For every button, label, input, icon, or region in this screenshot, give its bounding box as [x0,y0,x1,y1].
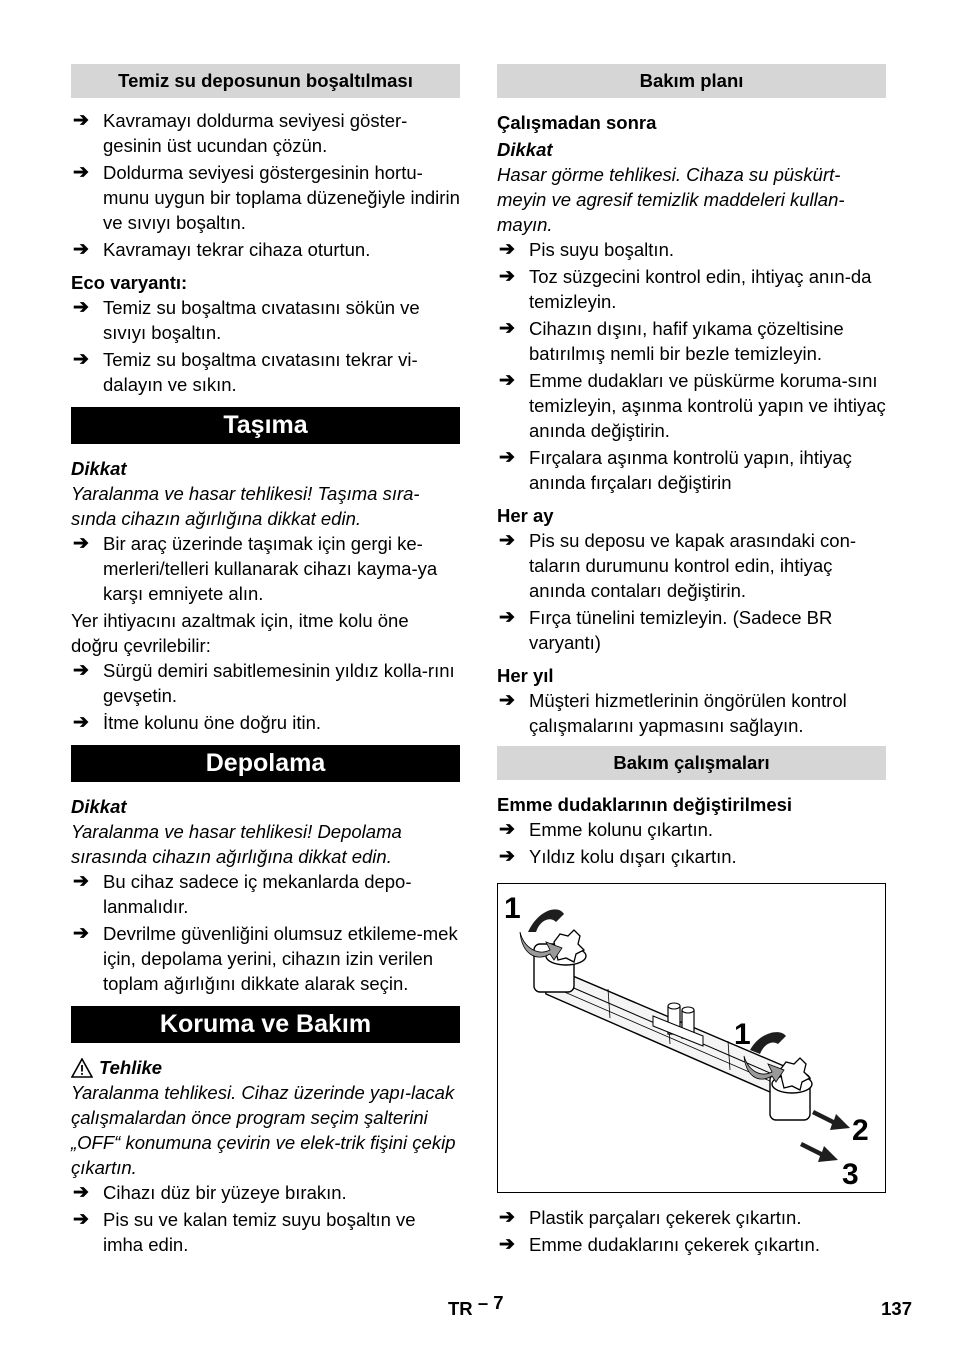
arrow-right-icon: ➔ [499,239,515,260]
arrow-right-icon: ➔ [73,660,89,681]
left-column [71,64,460,1259]
arrow-right-icon: ➔ [73,349,89,370]
arrow-right-icon: ➔ [499,266,515,287]
arrow-right-icon: ➔ [499,318,515,339]
care-steps-list [71,1180,460,1257]
arrow-right-icon: ➔ [73,1182,89,1203]
eco-variant-label: Eco varyantı: [71,272,188,293]
danger-text: Yaralanma tehlikesi. Cihaz üzerinde yapı-lacak çalışmalardan önce program seçim şalterini „OFF“ konumuna çevirin ve elek-trik fişini çekip çıkartın. [71,1082,456,1178]
list-item: ➔ Kavramayı tekrar cihaza oturtun. [73,239,371,260]
list-item: ➔ İtme kolunu öne doğru itin. [73,712,322,733]
list-item: ➔ Toz süzgecini kontrol edin, ihtiyaç anın-da temizleyin. [499,266,872,312]
list-item: ➔ Pis su ve kalan temiz suyu boşaltın ve imha edin. [73,1209,416,1255]
section-title-maintenance-works: Bakım çalışmaları [497,746,886,780]
monthly-list [497,528,886,655]
list-item: ➔ Emme dudakları ve püskürme koruma-sını temizleyin, aşınma kontrolü yapın ve ihtiyaç anında değiştirin. [499,370,886,441]
list-item: ➔ Emme kolunu çıkartın. [499,819,714,840]
list-item: ➔ Fırçalara aşınma kontrolü yapın, ihtiyaç anında fırçaları değiştirin [499,447,852,493]
arrow-right-icon: ➔ [73,871,89,892]
yearly-list [497,688,886,738]
list-item: ➔ Cihazın dışını, hafif yıkama çözeltisine batırılmış nemli bir bezle temizleyin. [499,318,844,364]
danger-label: Tehlike [99,1057,163,1078]
suction-bar-drawing [498,884,885,1192]
list-item: ➔ Devrilme güvenliğini olumsuz etkileme-mek için, depolama yerini, cihazın izin verilen toplam ağırlığını dikkate alarak seçin. [73,923,458,994]
right-column [497,64,886,1259]
caution-text: Yaralanma ve hasar tehlikesi! Taşıma sıra-sında cihazın ağırlığına dikkat edin. [71,483,420,529]
list-item: ➔ Temiz su boşaltma cıvatasını sökün ve sıvıyı boşaltın. [73,297,420,343]
list-item: ➔ Yıldız kolu dışarı çıkartın. [499,846,737,867]
yearly-label: Her yıl [497,665,554,686]
list-item: ➔ Bir araç üzerinde taşımak için gergi ke-merleri/telleri kullanarak cihazı kayma-ya karşı emniyete alın. [73,533,438,604]
list-item: ➔ Plastik parçaları çekerek çıkartın. [499,1207,802,1228]
list-item: ➔ Kavramayı doldurma seviyesi göster-gesinin üst ucundan çözün. [73,110,408,156]
section-title-drain-fresh-water: Temiz su deposunun boşaltılması [71,64,460,98]
suction-bar-illustration [497,883,886,1193]
after-work-label: Çalışmadan sonra [497,112,657,133]
arrow-right-icon: ➔ [73,712,89,733]
section-title-maintenance-plan: Bakım planı [497,64,886,98]
list-item: ➔ Pis su deposu ve kapak arasındaki con-taların durumunu kontrol edin, ihtiyaç anında contaları değiştirin. [499,530,857,601]
caution-label: Dikkat [71,458,127,479]
transport-steps-list [71,531,460,606]
after-figure-list [497,1205,886,1257]
list-item: ➔ Doldurma seviyesi göstergesinin hortu-munu uygun bir toplama düzeneğiyle indirin ve sıvıyı boşaltın. [73,162,460,233]
transport-paragraph: Yer ihtiyacını azaltmak için, itme kolu öne doğru çevrilebilir: [71,610,409,656]
section-title-care-maintenance: Koruma ve Bakım [71,1006,460,1043]
list-item: ➔ Cihazı düz bir yüzeye bırakın. [73,1182,347,1203]
arrow-right-icon: ➔ [73,533,89,554]
arrow-right-icon: ➔ [499,530,515,551]
warning-triangle-icon [71,1058,93,1078]
language-code: TR [448,1298,473,1319]
list-item: ➔ Temiz su boşaltma cıvatasını tekrar vi-dalayın ve sıkın. [73,349,418,395]
section-title-storage: Depolama [71,745,460,782]
arrow-right-icon: ➔ [73,1209,89,1230]
list-item: ➔ Müşteri hizmetlerinin öngörülen kontrol çalışmalarını yapmasını sağlayın. [499,690,847,736]
footer-language-page [448,1292,504,1320]
drain-steps-list [71,108,460,262]
step-number: 1 [504,892,521,925]
replace-lips-label: Emme dudaklarının değiştirilmesi [497,794,793,815]
arrow-right-icon: ➔ [499,1207,515,1228]
step-number: 1 [734,1018,751,1051]
caution-label: Dikkat [497,139,553,160]
caution-text: Yaralanma ve hasar tehlikesi! Depolama sırasında cihazın ağırlığına dikkat edin. [71,821,402,867]
caution-label: Dikkat [71,796,127,817]
after-work-list [497,237,886,495]
step-number: 3 [842,1158,859,1191]
arrow-right-icon: ➔ [73,923,89,944]
list-item: ➔ Emme dudaklarını çekerek çıkartın. [499,1234,820,1255]
arrow-right-icon: ➔ [499,607,515,628]
list-item: ➔ Fırça tünelini temizleyin. (Sadece BR varyantı) [499,607,833,653]
arrow-right-icon: ➔ [499,690,515,711]
section-title-transport: Taşıma [71,407,460,444]
arrow-right-icon: ➔ [499,846,515,867]
page-number: 137 [881,1298,912,1319]
arrow-right-icon: ➔ [73,110,89,131]
list-item: ➔ Pis suyu boşaltın. [499,239,674,260]
arrow-right-icon: ➔ [499,1234,515,1255]
replace-lips-list [497,817,886,869]
list-item: ➔ Sürgü demiri sabitlemesinin yıldız kolla-rını gevşetin. [73,660,455,706]
transport-steps-list-2 [71,658,460,735]
arrow-right-icon: ➔ [73,162,89,183]
arrow-right-icon: ➔ [499,447,515,468]
arrow-right-icon: ➔ [499,819,515,840]
arrow-right-icon: ➔ [499,370,515,391]
arrow-right-icon: ➔ [73,239,89,260]
caution-text: Hasar görme tehlikesi. Cihaza su püskürt-meyin ve agresif temizlik maddeleri kullan-mayın. [497,164,845,235]
arrow-right-icon: ➔ [73,297,89,318]
monthly-label: Her ay [497,505,554,526]
step-number: 2 [852,1114,869,1147]
section-page-number: – 7 [477,1292,504,1313]
danger-heading [71,1055,460,1080]
eco-steps-list [71,295,460,397]
storage-steps-list [71,869,460,996]
list-item: ➔ Bu cihaz sadece iç mekanlarda depo-lanmalıdır. [73,871,412,917]
